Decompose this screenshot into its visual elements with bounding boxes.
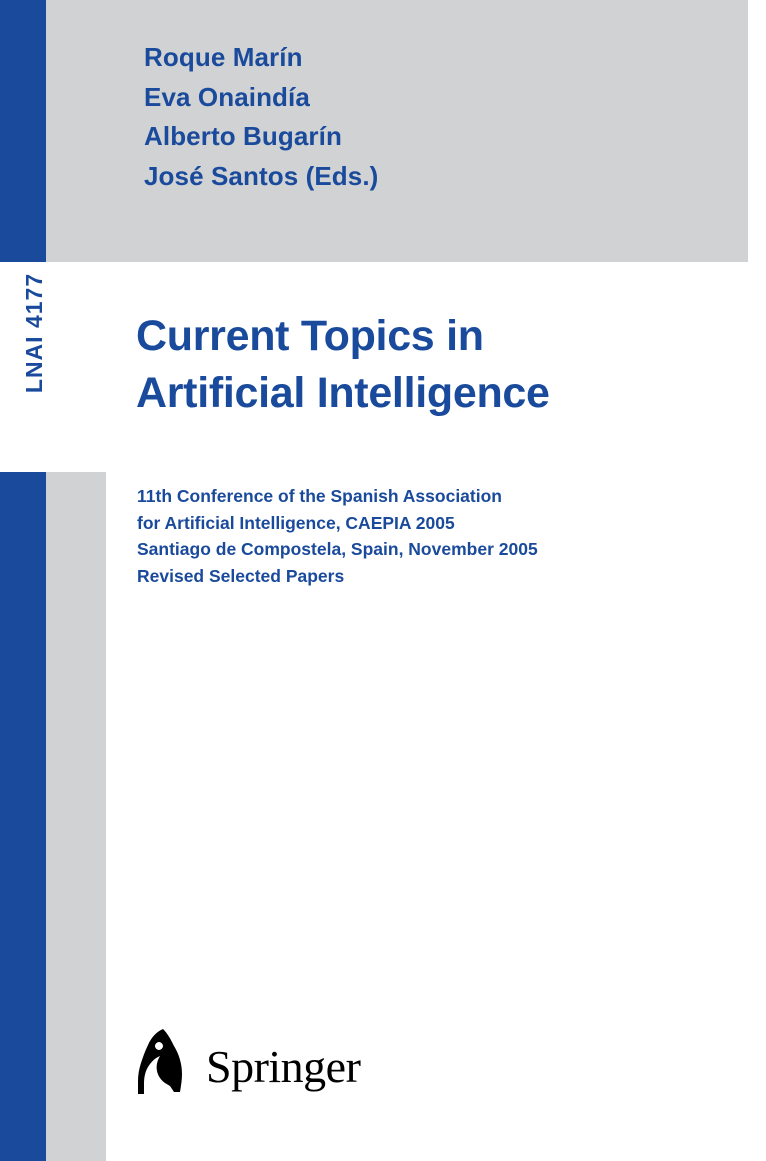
editor-name: Roque Marín bbox=[144, 42, 303, 72]
editor-name: Alberto Bugarín bbox=[144, 121, 342, 152]
editor-name: Eva Onaindía bbox=[144, 81, 310, 112]
springer-knight-icon bbox=[130, 1026, 196, 1100]
title-line: Artificial Intelligence bbox=[136, 369, 550, 418]
subtitle-line: Santiago de Compostela, Spain, November 2005 bbox=[137, 539, 538, 560]
publisher-name: Springer bbox=[206, 1041, 361, 1092]
subtitle-line: 11th Conference of the Spanish Association bbox=[137, 486, 502, 506]
right-white-margin bbox=[748, 0, 766, 1161]
subtitle-block bbox=[137, 483, 737, 589]
subtitle-line: Revised Selected Papers bbox=[137, 565, 345, 586]
subtitle-line: for Artificial Intelligence, CAEPIA 2005 bbox=[137, 512, 455, 533]
series-volume-label: LNAI 4177 bbox=[20, 272, 47, 394]
page-title bbox=[136, 308, 736, 422]
editor-name: José Santos (Eds.) bbox=[144, 160, 379, 191]
spine-blue-top bbox=[0, 0, 46, 262]
spine-blue-bottom bbox=[0, 472, 46, 1161]
left-grey-strip bbox=[46, 0, 106, 1161]
publisher-logo bbox=[130, 1026, 450, 1106]
title-line: Current Topics in bbox=[136, 312, 484, 360]
editors-list bbox=[144, 38, 704, 196]
